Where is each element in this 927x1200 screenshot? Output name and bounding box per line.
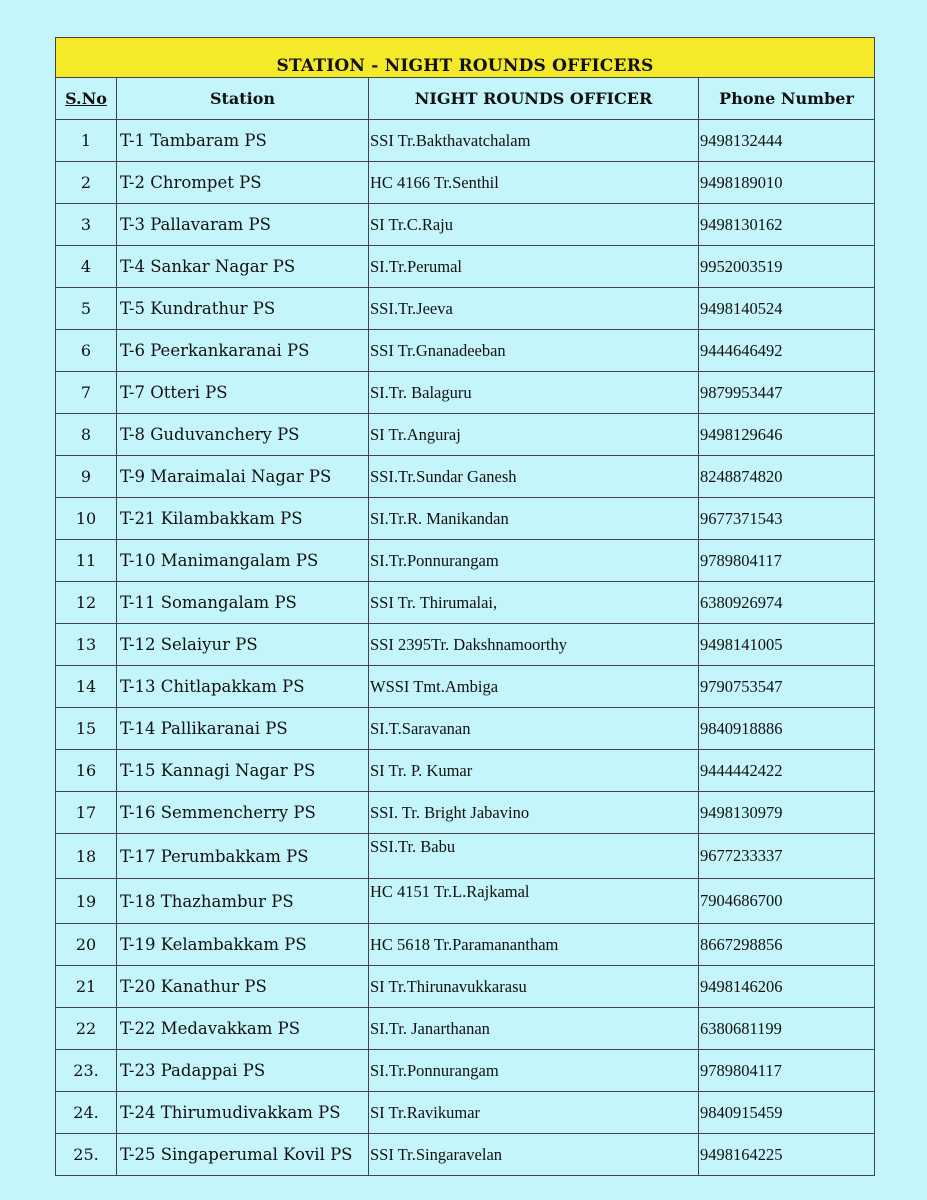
- header-row: [56, 78, 875, 120]
- officer-cell: HC 4166 Tr.Senthil: [369, 162, 699, 204]
- sno-cell: 25.: [56, 1134, 117, 1176]
- station-cell: T-4 Sankar Nagar PS: [117, 246, 369, 288]
- table-row: [56, 414, 875, 456]
- sno-cell: 19: [56, 879, 117, 924]
- table-row: [56, 1134, 875, 1176]
- officer-cell: SSI Tr.Bakthavatchalam: [369, 120, 699, 162]
- officer-cell: SI Tr.C.Raju: [369, 204, 699, 246]
- officer-cell: SI Tr.Thirunavukkarasu: [369, 966, 699, 1008]
- station-cell: T-22 Medavakkam PS: [117, 1008, 369, 1050]
- night-rounds-table: [55, 37, 875, 1176]
- phone-cell: 8248874820: [699, 456, 875, 498]
- sno-cell: 9: [56, 456, 117, 498]
- phone-cell: 9677371543: [699, 498, 875, 540]
- table-row: [56, 162, 875, 204]
- officer-cell: SSI. Tr. Bright Jabavino: [369, 792, 699, 834]
- phone-cell: 9789804117: [699, 540, 875, 582]
- officer-cell: SI Tr.Anguraj: [369, 414, 699, 456]
- header-officer: NIGHT ROUNDS OFFICER: [369, 78, 699, 120]
- phone-cell: 9498146206: [699, 966, 875, 1008]
- sno-cell: 23.: [56, 1050, 117, 1092]
- sno-cell: 22: [56, 1008, 117, 1050]
- station-cell: T-1 Tambaram PS: [117, 120, 369, 162]
- table-body: [56, 120, 875, 1176]
- station-cell: T-20 Kanathur PS: [117, 966, 369, 1008]
- phone-cell: 6380681199: [699, 1008, 875, 1050]
- table-row: [56, 666, 875, 708]
- phone-cell: 9498140524: [699, 288, 875, 330]
- station-cell: T-7 Otteri PS: [117, 372, 369, 414]
- station-cell: T-15 Kannagi Nagar PS: [117, 750, 369, 792]
- station-cell: T-10 Manimangalam PS: [117, 540, 369, 582]
- officer-cell: HC 4151 Tr.L.Rajkamal: [369, 879, 699, 924]
- sno-cell: 13: [56, 624, 117, 666]
- station-cell: T-9 Maraimalai Nagar PS: [117, 456, 369, 498]
- title-row: [56, 38, 875, 78]
- phone-cell: 9498130979: [699, 792, 875, 834]
- phone-cell: 9498132444: [699, 120, 875, 162]
- station-cell: T-23 Padappai PS: [117, 1050, 369, 1092]
- sno-cell: 4: [56, 246, 117, 288]
- sno-cell: 17: [56, 792, 117, 834]
- sno-cell: 5: [56, 288, 117, 330]
- table-row: [56, 204, 875, 246]
- phone-cell: 9498189010: [699, 162, 875, 204]
- header-phone: Phone Number: [699, 78, 875, 120]
- night-rounds-sheet: [55, 37, 874, 1176]
- station-cell: T-8 Guduvanchery PS: [117, 414, 369, 456]
- table-row: [56, 834, 875, 879]
- phone-cell: 9840918886: [699, 708, 875, 750]
- table-row: [56, 708, 875, 750]
- officer-cell: SI.Tr. Janarthanan: [369, 1008, 699, 1050]
- table-row: [56, 120, 875, 162]
- sno-cell: 6: [56, 330, 117, 372]
- phone-cell: 9498130162: [699, 204, 875, 246]
- officer-cell: SI Tr.Ravikumar: [369, 1092, 699, 1134]
- station-cell: T-6 Peerkankaranai PS: [117, 330, 369, 372]
- station-cell: T-14 Pallikaranai PS: [117, 708, 369, 750]
- phone-cell: 9498164225: [699, 1134, 875, 1176]
- officer-cell: SSI Tr.Singaravelan: [369, 1134, 699, 1176]
- phone-cell: 9498129646: [699, 414, 875, 456]
- officer-cell: SI.Tr.Ponnurangam: [369, 540, 699, 582]
- table-row: [56, 540, 875, 582]
- sno-cell: 14: [56, 666, 117, 708]
- sno-cell: 3: [56, 204, 117, 246]
- phone-cell: 9840915459: [699, 1092, 875, 1134]
- sno-cell: 15: [56, 708, 117, 750]
- phone-cell: 9789804117: [699, 1050, 875, 1092]
- phone-cell: 9879953447: [699, 372, 875, 414]
- sno-cell: 10: [56, 498, 117, 540]
- station-cell: T-12 Selaiyur PS: [117, 624, 369, 666]
- table-row: [56, 330, 875, 372]
- table-row: [56, 456, 875, 498]
- officer-cell: SSI.Tr. Babu: [369, 834, 699, 879]
- station-cell: T-24 Thirumudivakkam PS: [117, 1092, 369, 1134]
- station-cell: T-18 Thazhambur PS: [117, 879, 369, 924]
- station-cell: T-25 Singaperumal Kovil PS: [117, 1134, 369, 1176]
- table-row: [56, 624, 875, 666]
- phone-cell: 6380926974: [699, 582, 875, 624]
- table-row: [56, 924, 875, 966]
- officer-cell: SI.Tr.R. Manikandan: [369, 498, 699, 540]
- table-row: [56, 1050, 875, 1092]
- sno-cell: 18: [56, 834, 117, 879]
- table-row: [56, 1008, 875, 1050]
- phone-cell: 9677233337: [699, 834, 875, 879]
- sno-cell: 24.: [56, 1092, 117, 1134]
- table-row: [56, 246, 875, 288]
- officer-cell: SSI Tr. Thirumalai,: [369, 582, 699, 624]
- phone-cell: 9790753547: [699, 666, 875, 708]
- table-row: [56, 750, 875, 792]
- sno-cell: 12: [56, 582, 117, 624]
- table-row: [56, 966, 875, 1008]
- station-cell: T-16 Semmencherry PS: [117, 792, 369, 834]
- sno-cell: 2: [56, 162, 117, 204]
- table-row: [56, 879, 875, 924]
- officer-cell: SI Tr. P. Kumar: [369, 750, 699, 792]
- officer-cell: SI.Tr.Perumal: [369, 246, 699, 288]
- station-cell: T-21 Kilambakkam PS: [117, 498, 369, 540]
- station-cell: T-19 Kelambakkam PS: [117, 924, 369, 966]
- table-row: [56, 1092, 875, 1134]
- phone-cell: 9952003519: [699, 246, 875, 288]
- station-cell: T-11 Somangalam PS: [117, 582, 369, 624]
- station-cell: T-17 Perumbakkam PS: [117, 834, 369, 879]
- station-cell: T-5 Kundrathur PS: [117, 288, 369, 330]
- station-cell: T-3 Pallavaram PS: [117, 204, 369, 246]
- sno-cell: 7: [56, 372, 117, 414]
- officer-cell: SI.Tr. Balaguru: [369, 372, 699, 414]
- officer-cell: HC 5618 Tr.Paramanantham: [369, 924, 699, 966]
- table-title: STATION - NIGHT ROUNDS OFFICERS: [56, 38, 875, 78]
- officer-cell: SI.T.Saravanan: [369, 708, 699, 750]
- table-row: [56, 582, 875, 624]
- sno-cell: 11: [56, 540, 117, 582]
- station-cell: T-2 Chrompet PS: [117, 162, 369, 204]
- table-row: [56, 372, 875, 414]
- officer-cell: SSI.Tr.Jeeva: [369, 288, 699, 330]
- sno-cell: 8: [56, 414, 117, 456]
- sno-cell: 1: [56, 120, 117, 162]
- officer-cell: SSI 2395Tr. Dakshnamoorthy: [369, 624, 699, 666]
- table-row: [56, 792, 875, 834]
- officer-cell: SI.Tr.Ponnurangam: [369, 1050, 699, 1092]
- phone-cell: 9498141005: [699, 624, 875, 666]
- header-sno: S.No: [56, 78, 117, 120]
- officer-cell: WSSI Tmt.Ambiga: [369, 666, 699, 708]
- sno-cell: 21: [56, 966, 117, 1008]
- table-row: [56, 498, 875, 540]
- phone-cell: 8667298856: [699, 924, 875, 966]
- phone-cell: 9444646492: [699, 330, 875, 372]
- phone-cell: 7904686700: [699, 879, 875, 924]
- table-row: [56, 288, 875, 330]
- header-station: Station: [117, 78, 369, 120]
- officer-cell: SSI Tr.Gnanadeeban: [369, 330, 699, 372]
- station-cell: T-13 Chitlapakkam PS: [117, 666, 369, 708]
- sno-cell: 20: [56, 924, 117, 966]
- sno-cell: 16: [56, 750, 117, 792]
- officer-cell: SSI.Tr.Sundar Ganesh: [369, 456, 699, 498]
- phone-cell: 9444442422: [699, 750, 875, 792]
